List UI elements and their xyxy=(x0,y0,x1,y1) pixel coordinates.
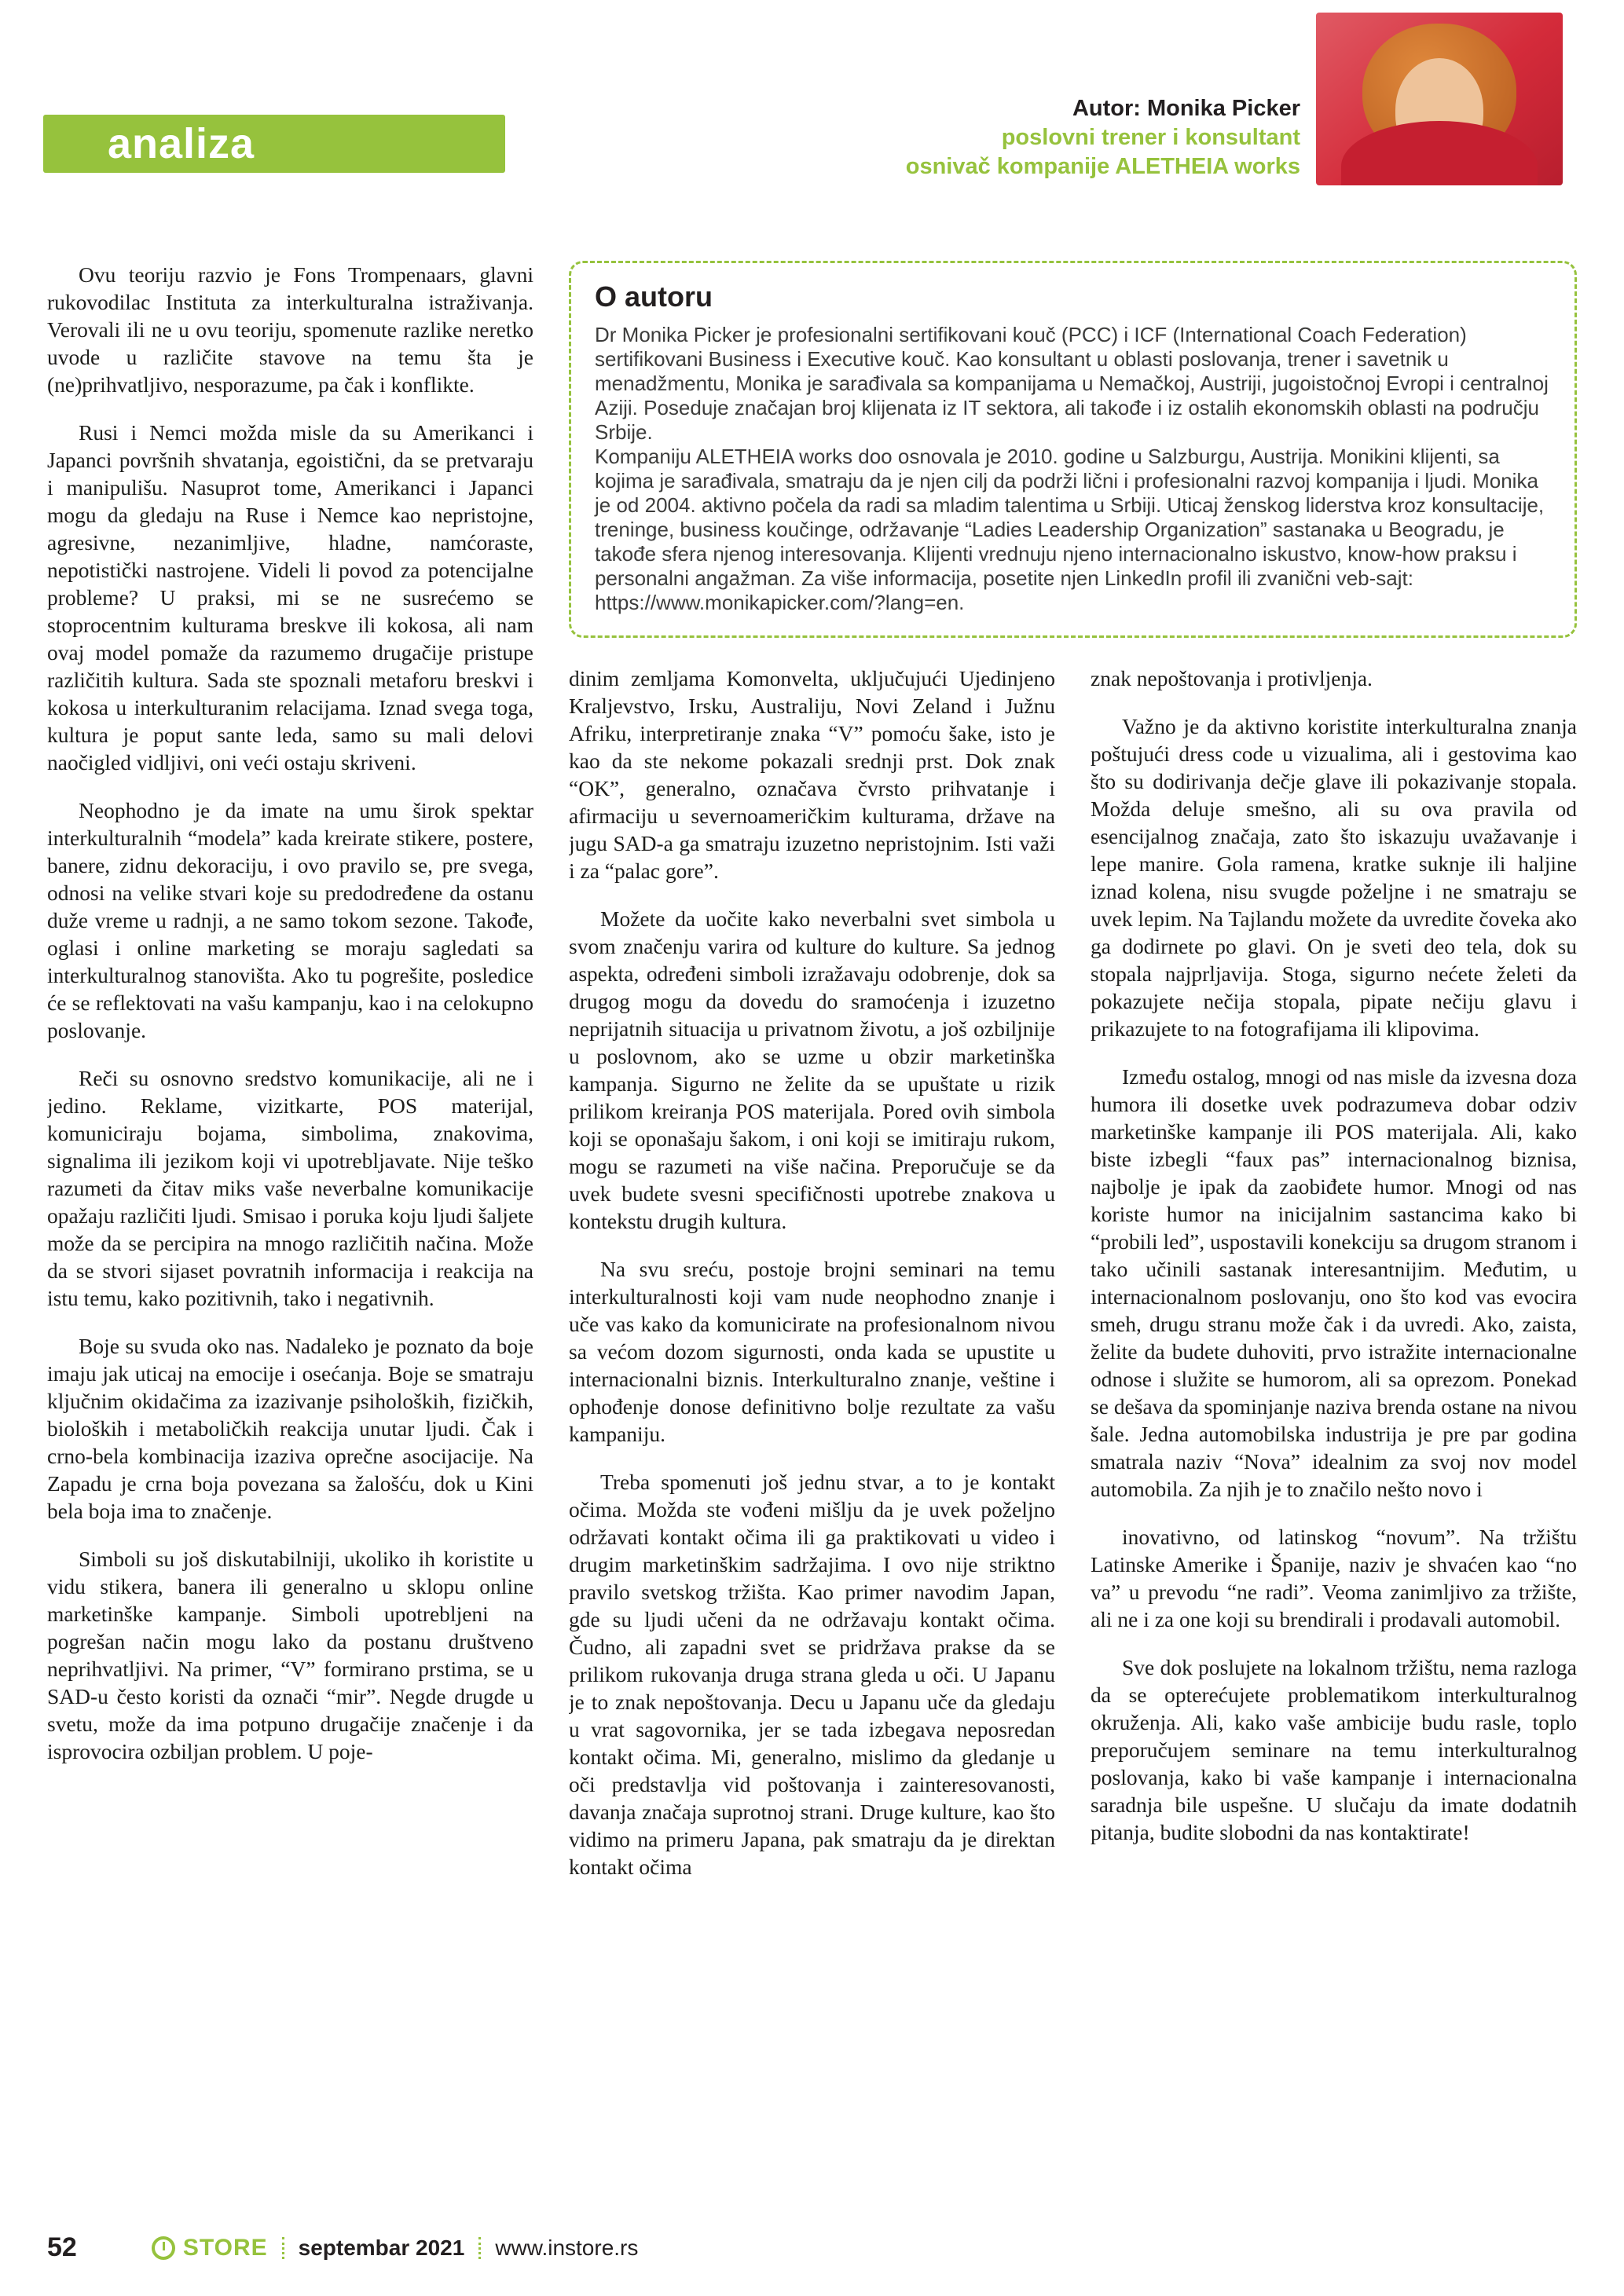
paragraph: Kompaniju ALETHEIA works doo osnovala je 2010. godine u Salzburgu, Austrija. Monikini klijenti, sa kojima je sarađivala, smatraju da je njen cilj da podrži lični i profesionalni razvoj kompanija i ljudi. Monika je od 2004. aktivno počela da radi sa mladim talentima u Srbiji. Uticaj ženskog liderstva kroz konsultacije, treninge, business koučinge, održavanje “Ladies Leadership Organization” sastanaka u Beogradu, je takođe sfera njenog interesovanja. Klijenti vrednuju njeno internacionalno iskustvo, know-how praksu i personalni angažman. Za više informacija, posetite njen LinkedIn profil ili zvanični veb-sajt: https://www.monikapicker.com/?lang=en. xyxy=(595,445,1545,614)
paragraph: Treba spomenuti još jednu stvar, a to je kontakt očima. Možda ste vođeni mišlju da je uvek poželjno održavati kontakt očima ili ga praktikovati u video i drugim marketinškim sadržajima. I ovo nije striktno pravilo svetskog tržišta. Kao primer navodim Japan, gde su ljudi učeni da ne održavaju kontakt očima. Čudno, ali zapadni svet se pridržava prakse da se prilikom rukovanja druga strana gleda u oči. U Japanu je to znak nepoštovanja. Decu u Japanu uče da gledaju u vrat sagovornika, jer se tada izbegava neposredan kontakt očima. Mi, generalno, mislimo da gledanje u oči predstavlja vid poštovanja i zainteresovanosti, davanja značaja suprotnoj strani. Druge kulture, kao što vidimo na primeru Japana, pak smatraju da je direktan kontakt očima xyxy=(569,1470,1055,1879)
photo-torso-shape xyxy=(1341,121,1538,185)
paragraph: dinim zemljama Komonvelta, uključujući Ujedinjeno Kraljevstvo, Irsku, Australiju, Novi Zeland i Južnu Afriku, interpretiranje znaka “V” pomoću šake, isto je kao da ste nekome pokazali srednji prst. Dok znak “OK”, generalno, označava čvrsto prihvatanje i afirmaciju u severnoameričkim kulturama, države na jugu SAD-a ga smatraju izuzetno nepristojnim. Isti važi i za “palac gore”. xyxy=(569,666,1055,883)
magazine-website: www.instore.rs xyxy=(495,2235,639,2260)
footer-divider xyxy=(478,2237,481,2259)
paragraph: Simboli su još diskutabilniji, ukoliko ih koristite u vidu stikera, banera ili generalno u sklopu online marketinške kampanje. Simboli upotrebljeni na pogrešan način mogu lako da postanu društveno neprihvatljivi. Na primer, “V” formirano prstima, se u SAD-u često koristi da označi “mir”. Negde drugde u svetu, može da ima potpuno drugačije značenje i da isprovocira ozbiljan problem. U poje- xyxy=(47,1547,533,1763)
paragraph: Reči su osnovno sredstvo komunikacije, ali ne i jedino. Reklame, vizitkarte, POS materijal, komuniciraju bojama, simbolima, znakovima, signalima ili jezikom koji vi upotrebljavate. Nije teško razumeti da čitav miks vaše neverbalne komunikacije opažaju različiti ljudi. Smisao i poruka koju ljudi šaljete može da se percipira na mnogo različitih načina. Može da se stvori sijaset povratnih informacija i reakcija na istu temu, kako pozitivnih, tako i negativnih. xyxy=(47,1066,533,1310)
author-company: osnivač kompanije ALETHEIA works xyxy=(905,154,1300,179)
article-column-2 xyxy=(569,665,1055,2232)
paragraph: Rusi i Nemci možda misle da su Amerikanci i Japanci površnih shvatanja, egoistični, da se pretvaraju i manipulišu. Nasuprot tome, Amerikanci i Japanci mogu da gledaju na Ruse i Nemce kao nepristojne, agresivne, nezanimljive, hladne, namćoraste, nepotistički nastrojene. Videli li povod za potencijalne probleme? U praksi, mi se ne susrećemo se stoprocentnim kulturama breskve ili kokosa, ali nam ovaj model pomaže da razumemo drugačije pristupe različitih kultura. Sada ste spoznali metaforu breskvi i kokosa u interkulturanim relacijama. Iznad svega toga, kultura je poput sante leda, samo su mali delovi naočigled vidljivi, oni veći ostaju skriveni. xyxy=(47,420,533,774)
section-label: analiza xyxy=(108,120,255,167)
author-photo xyxy=(1316,13,1563,185)
paragraph: Boje su svuda oko nas. Nadaleko je poznato da boje imaju jak uticaj na emocije i osećanja. Boje se smatraju ključnim okidačima za izazivanje psiholoških, fizičkih, bioloških i metaboličkih reakcija unutar ljudi. Čak i crno-bela kombinacija izaziva oprečne asocijacije. Na Zapadu je crna boja povezana sa žalošću, dok u Kini bela boja ima to značenje. xyxy=(47,1334,533,1523)
article-column-3 xyxy=(1091,665,1577,2232)
author-info xyxy=(906,94,1300,181)
paragraph: Na svu sreću, postoje brojni seminari na temu interkulturalnosti koji vam nude neophodno znanje i uče vas kako da komunicirate na profesionalnom nivou sa većom dozom sigurnosti, onda kada se upustite u internacionalni biznis. Interkulturalno znanje, veštine i ophođenje donose definitivno bolje rezultate za vašu kampaniju. xyxy=(569,1257,1055,1446)
article-column-1 xyxy=(47,261,533,2232)
article-columns-2-3 xyxy=(569,665,1577,2232)
paragraph: znak nepoštovanja i protivljenja. xyxy=(1091,666,1373,690)
article-body xyxy=(47,261,1577,2232)
paragraph: inovativno, od latinskog “novum”. Na tržištu Latinske Amerike i Španije, naziv je shvaćen kao “no va” u prevodu “ne radi”. Veoma zanimljivo za tržište, ali ne i za one koji su brendirali i prodavali automobil. xyxy=(1091,1525,1577,1631)
paragraph: Ovu teoriju razvio je Fons Trompenaars, glavni rukovodilac Instituta za interkulturalna istraživanja. Verovali ili ne u ovu teoriju, spomenute razlike neretko uvode u različite stavove na temu šta je (ne)prihvatljivo, nesporazume, pa čak i konflikte. xyxy=(47,262,533,397)
store-logo-icon xyxy=(152,2236,175,2260)
footer-divider xyxy=(282,2237,284,2259)
page-footer xyxy=(47,2232,638,2263)
paragraph: Neophodno je da imate na umu širok spektar interkulturalnih “modela” kada kreirate stikere, postere, banere, zidnu dekoraciju, i ovo pravilo se, pre svega, odnosi na velike stvari koje su predodređene da ostanu duže vreme u radnji, a ne samo tokom sezone. Takođe, oglasi i online marketing se moraju sagledati sa interkulturalnog stanovišta. Ako tu pogrešite, posledice će se reflektovati na vašu kampanju, kao i na celokupno poslovanje. xyxy=(47,798,533,1042)
about-author-text xyxy=(595,323,1551,615)
paragraph: Između ostalog, mnogi od nas misle da izvesna doza humora ili dosetke uvek podrazumeva dobar odziv marketinške kampanje ili POS materijala. Ali, kako biste izbegli “faux pas” internacionalnog biznisa, najbolje je ipak da zaobiđete humor. Mnogi od nas koriste humor na inicijalnim sastancima kako bi “probili led”, uspostavili konekciju sa drugom stranom i tako učinili sastanak interesantnijim. Međutim, u internacionalnom poslovanju, ono što kod vas evocira smeh, drugu stranu može čak i da uvredi. Ako, zaista, želite da budete duhoviti, prvo istražite internacionalne odnose i služite se humorom, ali sa oprezom. Ponekad se dešava da spominjanje naziva brenda ostane na nivou šale. Jedna automobilska industrija je pre par godina smatrala naziv “Nova” idealnim za svoj nov model automobila. Za njih je to značilo nešto novo i xyxy=(1091,1064,1577,1501)
paragraph: Sve dok poslujete na lokalnom tržištu, nema razloga da se opterećujete problematikom interkulturalnog okruženja. Ali, kako vaše ambicije budu rasle, toplo preporučujem seminare na temu interkulturalnog poslovanja, kako bi vaše kampanje i internacionalna saradnja bile uspešne. U slučaju da imate dodatnih pitanja, budite slobodni da nas kontaktirate! xyxy=(1091,1655,1577,1844)
issue-date: septembar 2021 xyxy=(298,2235,465,2260)
magazine-logo: STORE xyxy=(182,2234,268,2261)
paragraph: Možete da uočite kako neverbalni svet simbola u svom značenju varira od kulture do kulture. Sa jednog aspekta, određeni simboli izražavaju odobrenje, dok sa drugog mogu da dovedu do sramoćenja i izuzetno neprijatnih situacija u privatnom životu, a još ozbiljnije u poslovnom, ako se uzme u obzir marketinška kampanja. Sigurno ne želite da se upuštate u rizik prilikom kreiranja POS materijala. Pored ovih simbola koji se oponašaju šakom, i oni koji se imitiraju rukom, mogu se razumeti na više načina. Preporučuje se da uvek budete svesni specifičnosti upotrebe znakova u kontekstu drugih kultura. xyxy=(569,906,1055,1233)
about-author-title: O autoru xyxy=(595,280,713,313)
about-author-box xyxy=(569,261,1577,638)
author-name: Autor: Monika Picker xyxy=(1072,96,1300,121)
paragraph: Važno je da aktivno koristite interkulturalna znanja poštujući dress code u vizualima, ali i gestovima kao što su dodirivanja dečje glave ili pokazivanje stopala. Možda deluje smešno, ali su ova pravila od esencijalnog značaja, zato što iskazuju uvažavanje i lepe manire. Gola ramena, kratke suknje ili haljine iznad kolena, nisu svugde poželjne i ne smatraju se uvek lepim. Na Tajlandu možete da uvredite čoveka ako ga dodirnete po glavi. On je sveti deo tela, dok su stopala najprljavija. Stoga, sigurno nećete želeti da pokazujete nečija stopala, pipate nečiju glavu i prikazujete to na fotografijama ili klipovima. xyxy=(1091,714,1577,1041)
section-banner xyxy=(43,115,505,173)
article-right-region xyxy=(569,261,1577,2232)
author-role: poslovni trener i konsultant xyxy=(1001,125,1300,150)
page-number: 52 xyxy=(47,2232,77,2262)
paragraph: Dr Monika Picker je profesionalni sertifikovani kouč (PCC) i ICF (International Coach Federation) sertifikovani Business i Executive kouč. Kao konsultant u oblasti poslovanja, trener i savetnik u menadžmentu, Monika je sarađivala sa kompanijama u Nemačkoj, Austriji, jugoistočnoj Evropi i centralnoj Aziji. Poseduje značajan broj klijenata iz IT sektora, ali takođe i iz ostalih ekonomskih oblasti na području Srbije. xyxy=(595,323,1549,444)
